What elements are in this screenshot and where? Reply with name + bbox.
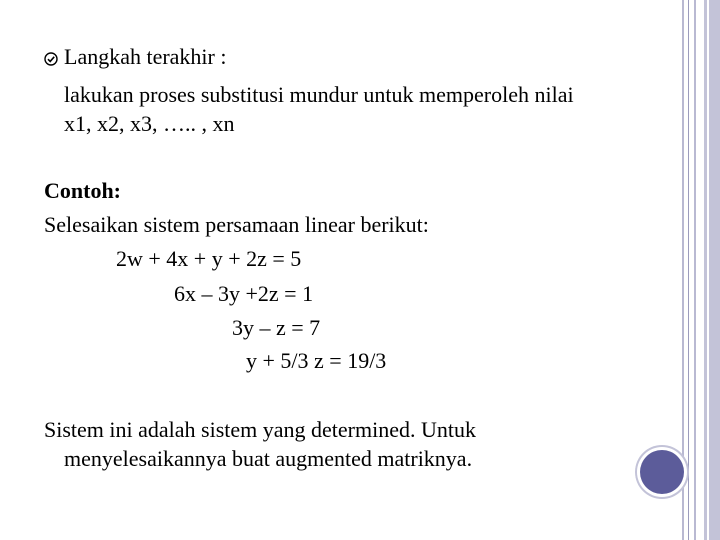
border-line — [707, 0, 709, 540]
decorative-circle — [640, 450, 684, 494]
equation: 6x – 3y +2z = 1 — [174, 281, 314, 306]
bullet-heading: Langkah terakhir : — [64, 44, 227, 69]
equation: y + 5/3 z = 19/3 — [246, 348, 387, 373]
example-instruction: Selesaikan sistem persamaan linear berikut: — [44, 212, 429, 237]
border-line — [688, 0, 689, 540]
equation: 3y – z = 7 — [232, 315, 321, 340]
equation: 2w + 4x + y + 2z = 5 — [116, 246, 302, 271]
conclusion-line: menyelesaikannya buat augmented matriknya. — [64, 446, 473, 471]
border-line — [682, 0, 684, 540]
conclusion-line: Sistem ini adalah sistem yang determined. Untuk — [44, 417, 476, 442]
circle-check-bullet-icon — [44, 52, 58, 66]
example-label: Contoh: — [44, 178, 122, 203]
bullet-body-line: lakukan proses substitusi mundur untuk memperoleh nilai — [64, 82, 574, 107]
bullet-body-line: x1, x2, x3, ….. , xn — [64, 111, 235, 136]
border-line — [694, 0, 696, 540]
